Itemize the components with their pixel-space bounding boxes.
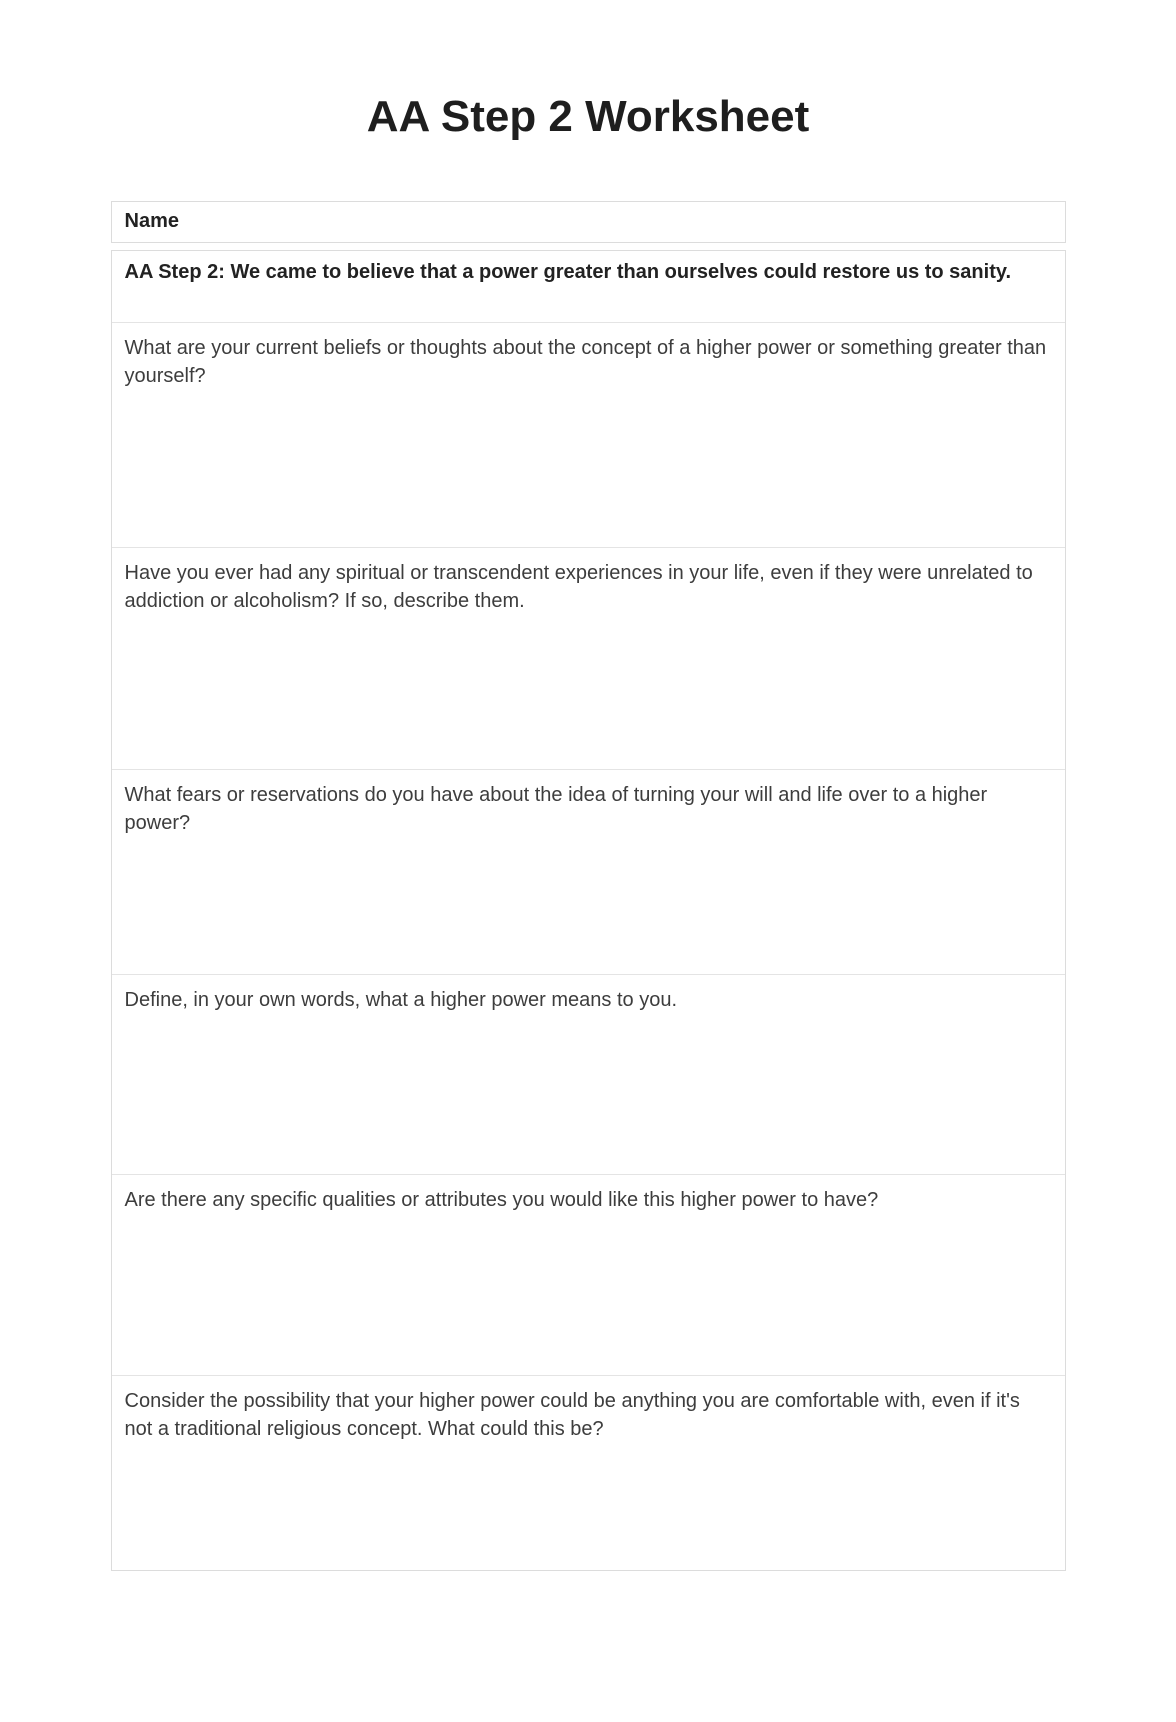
- question-row: [112, 1174, 1065, 1375]
- worksheet-table: [111, 250, 1066, 1571]
- question-text: Are there any specific qualities or attributes you would like this higher power to have?: [124, 1188, 879, 1211]
- worksheet-page: [0, 92, 1176, 1571]
- question-row: [112, 769, 1065, 974]
- answer-input-area[interactable]: [125, 1443, 1047, 1570]
- question-text: Have you ever had any spiritual or transcendent experiences in your life, even if they were unrelated to addiction or alcoholism? If so, describe them.: [124, 561, 1033, 612]
- name-field-row: [111, 201, 1066, 243]
- step-statement: AA Step 2: We came to believe that a power greater than ourselves could restore us to sanity.: [124, 260, 1012, 283]
- question-text: Define, in your own words, what a higher power means to you.: [124, 988, 678, 1011]
- question-row: [112, 322, 1065, 547]
- answer-input-area[interactable]: [125, 390, 1047, 547]
- answer-input-area[interactable]: [125, 837, 1047, 974]
- question-row: [112, 974, 1065, 1174]
- question-row: [112, 1375, 1065, 1570]
- step-statement-row: [112, 251, 1065, 322]
- question-text: What fears or reservations do you have about the idea of turning your will and life over to a higher power?: [124, 783, 988, 834]
- worksheet-body: [111, 201, 1066, 1571]
- answer-input-area[interactable]: [125, 1214, 1047, 1375]
- answer-input-area[interactable]: [125, 1014, 1047, 1174]
- question-text: Consider the possibility that your higher power could be anything you are comfortable with, even if it's not a traditional religious concept. What could this be?: [124, 1389, 1020, 1440]
- name-input-area[interactable]: [179, 210, 1049, 242]
- question-text: What are your current beliefs or thoughts about the concept of a higher power or something greater than yourself?: [124, 336, 1047, 387]
- page-title: AA Step 2 Worksheet: [366, 92, 810, 141]
- question-row: [112, 547, 1065, 769]
- answer-input-area[interactable]: [125, 615, 1047, 769]
- name-label: Name: [124, 209, 179, 232]
